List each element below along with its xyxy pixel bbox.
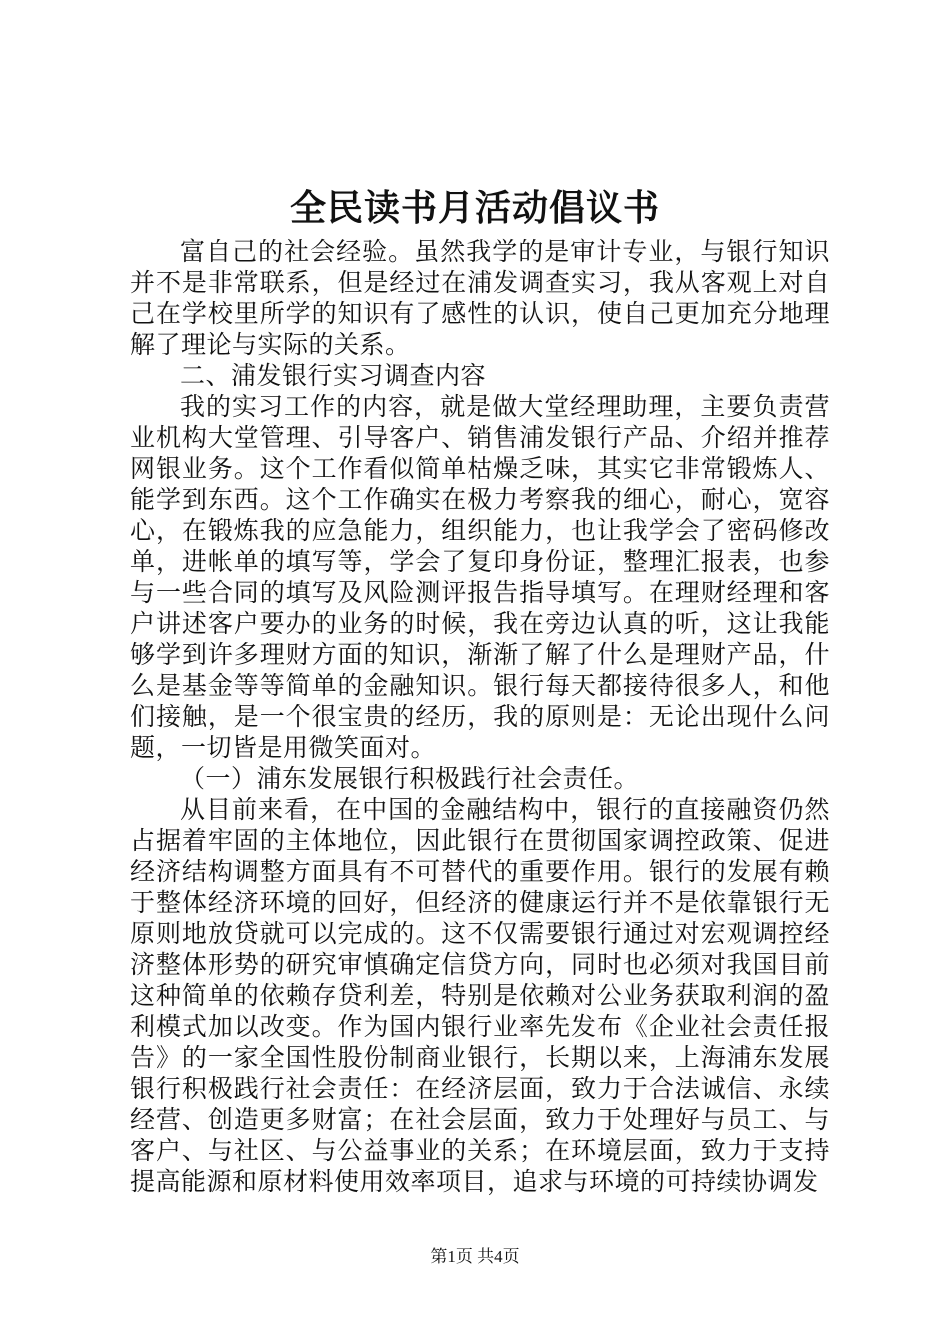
paragraph-1: 富自己的社会经验。虽然我学的是审计专业，与银行知识并不是非常联系，但是经过在浦发调查实习，我从客观上对自己在学校里所学的知识有了感性的认识，使自己更加充分地理解了理论与实际的关系。 bbox=[130, 237, 830, 359]
subsection-heading-1: （一）浦东发展银行积极践行社会责任。 bbox=[180, 764, 640, 793]
page-footer: 第1页 共4页 bbox=[430, 1247, 520, 1266]
paragraph-5: 从目前来看，在中国的金融结构中，银行的直接融资仍然占据着牢固的主体地位，因此银行在贯彻国家调控政策、促进经济结构调整方面具有不可替代的重要作用。银行的发展有赖于整体经济环境的回好，但经济的健康运行并不是依靠银行无原则地放贷就可以完成的。这不仅需要银行通过对宏观调控经济整体形势的研究审慎确定信贷方向，同时也必须对我国目前这种简单的依赖存贷利差，特别是依赖对公业务获取利润的盈利模式加以改变。作为国内银行业率先发布《企业社会责任报告》的一家全国性股份制商业银行，长期以来，上海浦东发展银行积极践行社会责任：在经济层面，致力于合法诚信、永续经营、创造更多财富；在社会层面，致力于处理好与员工、与客户、与社区、与公益事业的关系；在环境层面，致力于支持提高能源和原材料使用效率项目，追求与环境的可持续协调发 bbox=[130, 795, 830, 1196]
document-title: 全民读书月活动倡议书 bbox=[289, 188, 660, 229]
section-heading-2: 二、浦发银行实习调查内容 bbox=[180, 361, 487, 390]
paragraph-3: 我的实习工作的内容，就是做大堂经理助理，主要负责营业机构大堂管理、引导客户、销售浦发银行产品、介绍并推荐网银业务。这个工作看似简单枯燥乏味，其实它非常锻炼人、能学到东西。这个工作确实在极力考察我的细心，耐心，宽容心，在锻炼我的应急能力，组织能力，也让我学会了密码修改单，进帐单的填写等，学会了复印身份证，整理汇报表，也参与一些合同的填写及风险测评报告指导填写。在理财经理和客户讲述客户要办的业务的时候，我在旁边认真的听，这让我能够学到许多理财方面的知识，渐渐了解了什么是理财产品，什么是基金等等简单的金融知识。银行每天都接待很多人，和他们接触，是一个很宝贵的经历，我的原则是：无论出现什么问题，一切皆是用微笑面对。 bbox=[130, 392, 830, 762]
document-body bbox=[130, 236, 830, 1197]
